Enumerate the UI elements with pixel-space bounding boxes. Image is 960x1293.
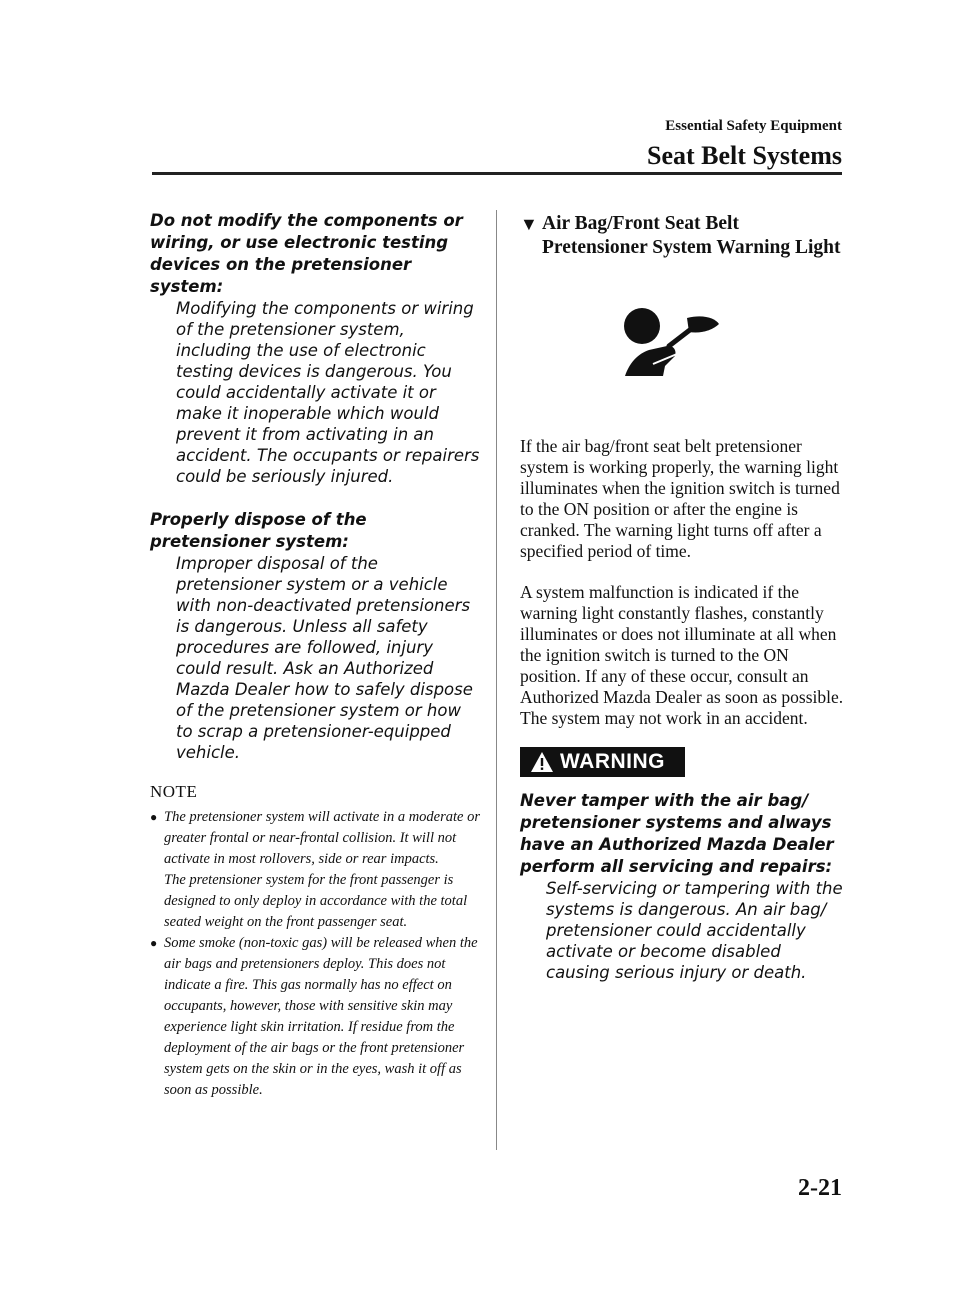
warning-heading-tamper: Never tamper with the air bag/ pretensioner systems and always have an Authorized Mazda Dealer perform all servicing and repairs: [520,791,834,876]
section-heading [520,212,844,260]
note-item-text: Some smoke (non-toxic gas) will be released when the air bags and pretensioners deploy. This does not indicate a fire. This gas normally has no effect on occupants, however, those with sensitive skin may experience light skin irritation. If residue from the deployment of the air bags or the front pretensioner system gets on the skin or in the eyes, wash it off as soon as possible. [164,935,478,1098]
warning-body-tamper: Self-servicing or tampering with the systems is dangerous. An air bag/ pretensioner could accidentally activate or become disabled causing serious injury or death. [546,879,843,982]
page-number: 2-21 [798,1175,842,1201]
column-divider [496,210,497,1150]
warning-body-modify: Modifying the components or wiring of the pretensioner system, including the use of electronic testing devices is dangerous. You could accidentally activate it or make it inoperable which would prevent it from activating in an accident. The occupants or repairers could be seriously injured. [176,299,480,486]
warning-heading-modify: Do not modify the components or wiring, or use electronic testing devices on the pretensioner system: [150,211,463,296]
chapter-title: Essential Safety Equipment [665,118,842,134]
right-column [520,212,844,983]
page-header [647,116,842,172]
triangle-down-icon: ▼ [520,214,538,234]
section-heading-line1: Air Bag/Front Seat Belt [542,213,739,234]
warning-triangle-icon [530,751,554,773]
left-column [150,210,480,1101]
body-paragraph-1: If the air bag/front seat belt pretensioner system is working properly, the warning light illuminates when the ignition switch is turned to the ON position or after the engine is cranked. The warning light turns off after a specified period of time. [520,436,840,561]
warning-body-dispose: Improper disposal of the pretensioner system or a vehicle with non-deactivated pretensioners is dangerous. Unless all safety procedures are followed, injury could result. Ask an Authorized Mazda Dealer how to safely dispose of the pretensioner system or how to scrap a pretensioner-equipped vehicle. [176,554,473,762]
airbag-occupant-icon [617,306,727,386]
note-item-subtext: The pretensioner system for the front passenger is designed to only deploy in accordance with the total seated weight on the front passenger seat. [164,872,468,930]
bullet-icon: ● [150,936,158,950]
bullet-icon: ● [150,810,158,824]
note-item [150,807,480,933]
section-title: Seat Belt Systems [647,141,842,170]
header-rule [152,172,842,175]
warning-heading-dispose: Properly dispose of the pretensioner system: [150,510,367,551]
warning-label: WARNING [560,750,665,773]
body-paragraph-2: A system malfunction is indicated if the warning light constantly flashes, constantly illuminates or does not illuminate at all when the ignition switch is turned to the ON position. If any of these occur, consult an Authorized Mazda Dealer as soon as possible. The system may not work in an accident. [520,582,844,728]
section-heading-line2: Pretensioner System Warning Light [542,237,841,258]
warning-badge [520,747,685,777]
note-item-text: The pretensioner system will activate in a moderate or greater frontal or near-frontal collision. It will not activate in most rollovers, side or rear impacts. [164,809,480,867]
note-list [150,807,480,1101]
note-item [150,933,480,1101]
note-label: NOTE [150,782,198,801]
